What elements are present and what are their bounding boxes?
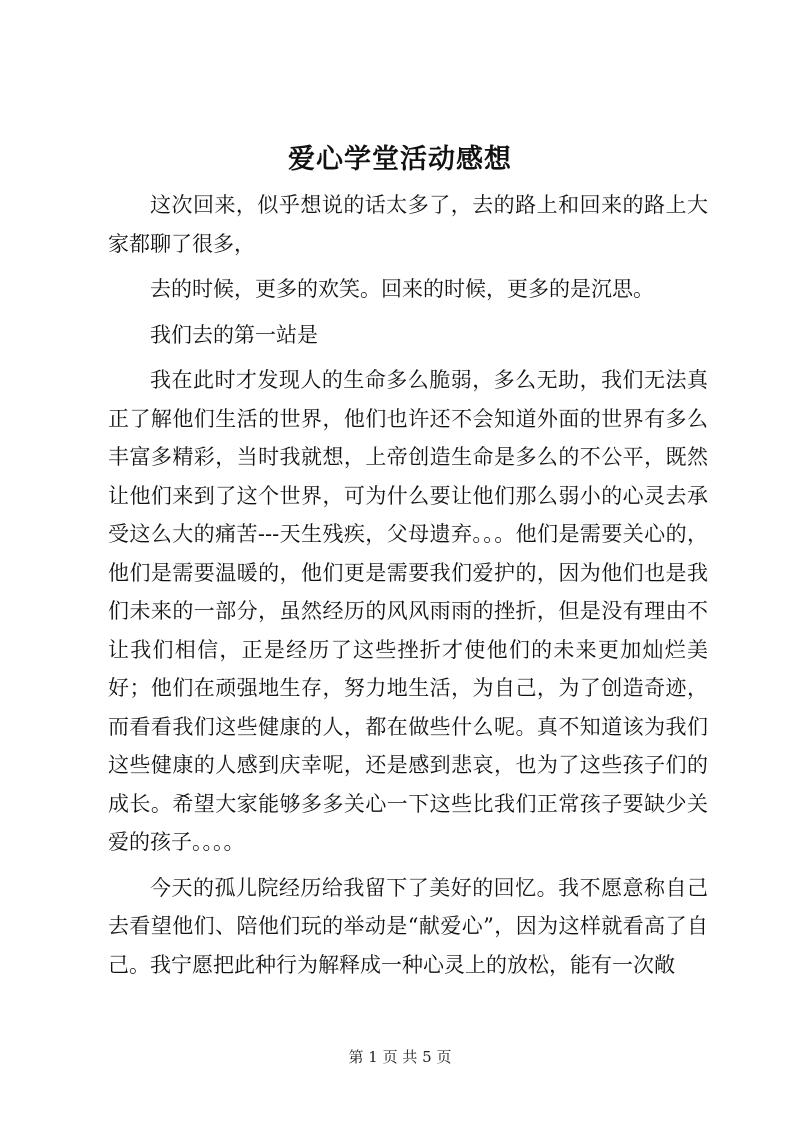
paragraph-1: 这次回来，似乎想说的话太多了，去的路上和回来的路上大家都聊了很多，	[108, 193, 708, 256]
paragraph-3: 我们去的第一站是	[150, 322, 318, 347]
document-body	[108, 186, 708, 984]
paragraph-4: 我在此时才发现人的生命多么脆弱，多么无助，我们无法真正了解他们生活的世界，他们也许还不会知道外面的世界有多么丰富多精彩，当时我就想，上帝创造生命是多么的不公平，既然让他们来到了这个世界，可为什么要让他们那么弱小的心灵去承受这么大的痛苦---天生残疾，父母遗弃。。。他们是需要关心的，他们是需要温暖的，他们更是需要我们爱护的，因为他们也是我们未来的一部分，虽然经历的风风雨雨的挫折，但是没有理由不让我们相信，正是经历了这些挫折才使他们的未来更加灿烂美好；他们在顽强地生存，努力地生活，为自己，为了创造奇迹，而看看我们这些健康的人，都在做些什么呢。真不知道该为我们这些健康的人感到庆幸呢，还是感到悲哀，也为了这些孩子们的成长。希望大家能够多多关心一下这些比我们正常孩子要缺少关爱的孩子。。。。	[108, 368, 708, 854]
paragraph-5: 今天的孤儿院经历给我留下了美好的回忆。我不愿意称自己去看望他们、陪他们玩的举动是“献爱心”，因为这样就看高了自己。我宁愿把此种行为解释成一种心灵上的放松，能有一次敞	[108, 875, 708, 977]
page-title: 爱心学堂活动感想	[288, 144, 512, 175]
paragraph-2: 去的时候，更多的欢笑。回来的时候，更多的是沉思。	[150, 277, 654, 301]
page-number-footer: 第 1 页 共 5 页	[348, 1048, 452, 1066]
